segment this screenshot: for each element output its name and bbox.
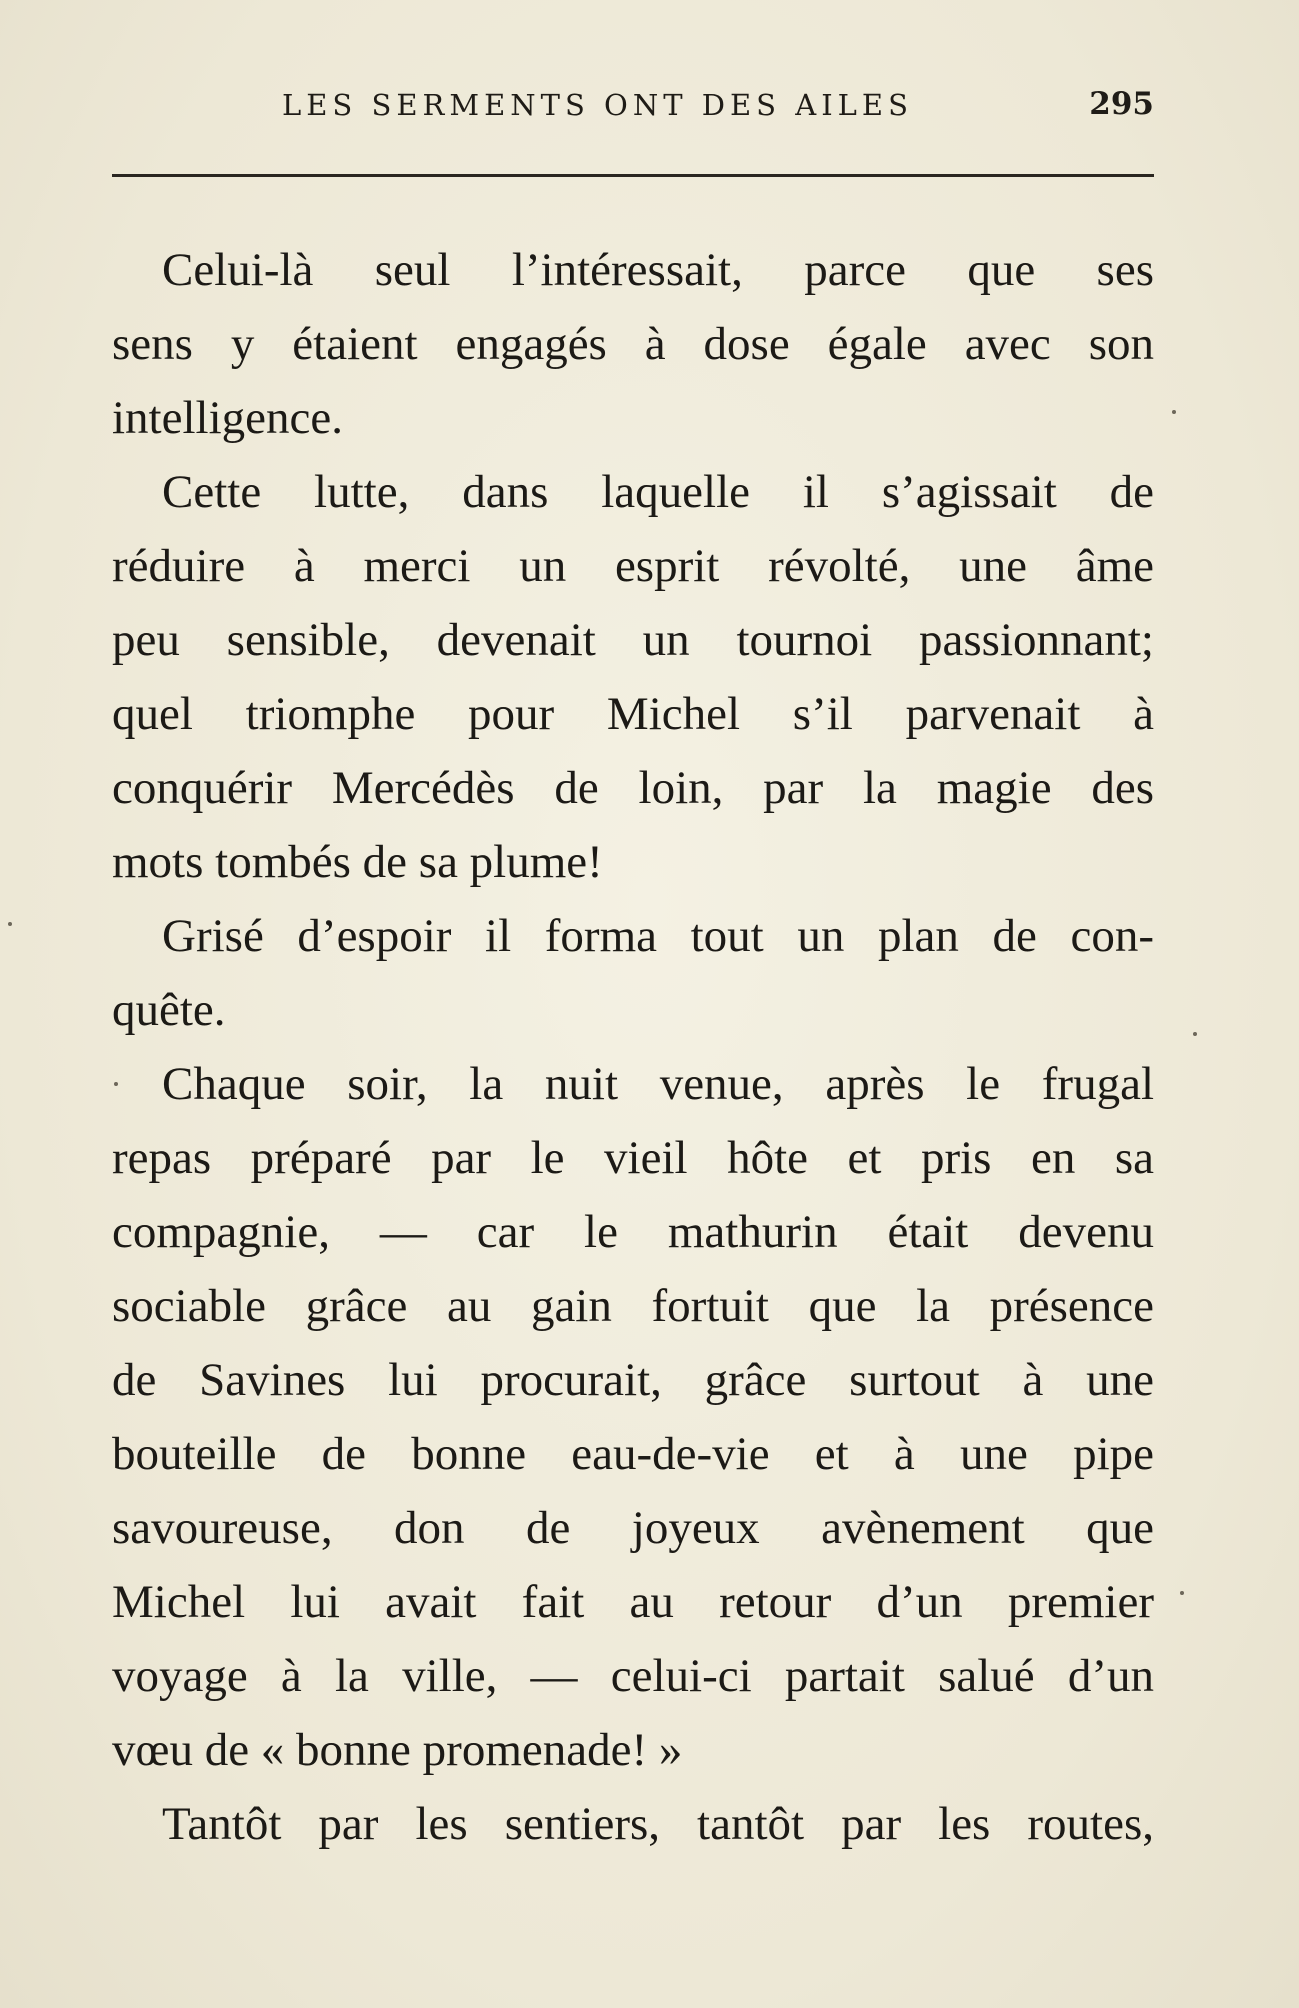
text-line: quel triomphe pour Michel s’il parvenait à <box>112 688 1154 740</box>
text-line: vœu de « bonne promenade! » <box>112 1724 683 1776</box>
text-line: réduire à merci un esprit révolté, une âme <box>112 540 1154 592</box>
running-head: LES SERMENTS ONT DES AILES <box>282 88 913 122</box>
text-line: Cette lutte, dans laquelle il s’agissait de <box>162 466 1154 518</box>
text-line: intelligence. <box>112 392 343 444</box>
paper-speck <box>1193 1032 1197 1036</box>
text-line: savoureuse, don de joyeux avènement que <box>112 1502 1154 1554</box>
text-line: Chaque soir, la nuit venue, après le frugal <box>162 1058 1154 1110</box>
text-line: compagnie, — car le mathurin était devenu <box>112 1206 1154 1258</box>
text-line: sociable grâce au gain fortuit que la présence <box>112 1280 1154 1332</box>
text-line: Grisé d’espoir il forma tout un plan de con- <box>162 910 1154 962</box>
text-line: mots tombés de sa plume! <box>112 836 603 888</box>
text-line: sens y étaient engagés à dose égale avec son <box>112 318 1154 370</box>
text-line: Tantôt par les sentiers, tantôt par les routes, <box>162 1798 1154 1850</box>
text-line: Celui-là seul l’intéressait, parce que ses <box>162 244 1154 296</box>
header-rule <box>112 174 1154 177</box>
page-header <box>112 88 1154 138</box>
text-line: quête. <box>112 984 226 1036</box>
text-line: peu sensible, devenait un tournoi passionnant; <box>112 614 1154 666</box>
text-line: voyage à la ville, — celui-ci partait salué d’un <box>112 1650 1154 1702</box>
paper-speck <box>1172 410 1176 414</box>
text-line: Michel lui avait fait au retour d’un premier <box>112 1576 1154 1628</box>
text-line: conquérir Mercédès de loin, par la magie des <box>112 762 1154 814</box>
paper-speck <box>1180 1591 1184 1595</box>
body-text <box>112 233 1154 1861</box>
text-line: de Savines lui procurait, grâce surtout à une <box>112 1354 1154 1406</box>
text-line: repas préparé par le vieil hôte et pris en sa <box>112 1132 1154 1184</box>
paper-speck <box>114 1082 118 1086</box>
text-line: bouteille de bonne eau-de-vie et à une pipe <box>112 1428 1154 1480</box>
page-number: 295 <box>1089 86 1154 122</box>
paper-speck <box>8 922 12 926</box>
